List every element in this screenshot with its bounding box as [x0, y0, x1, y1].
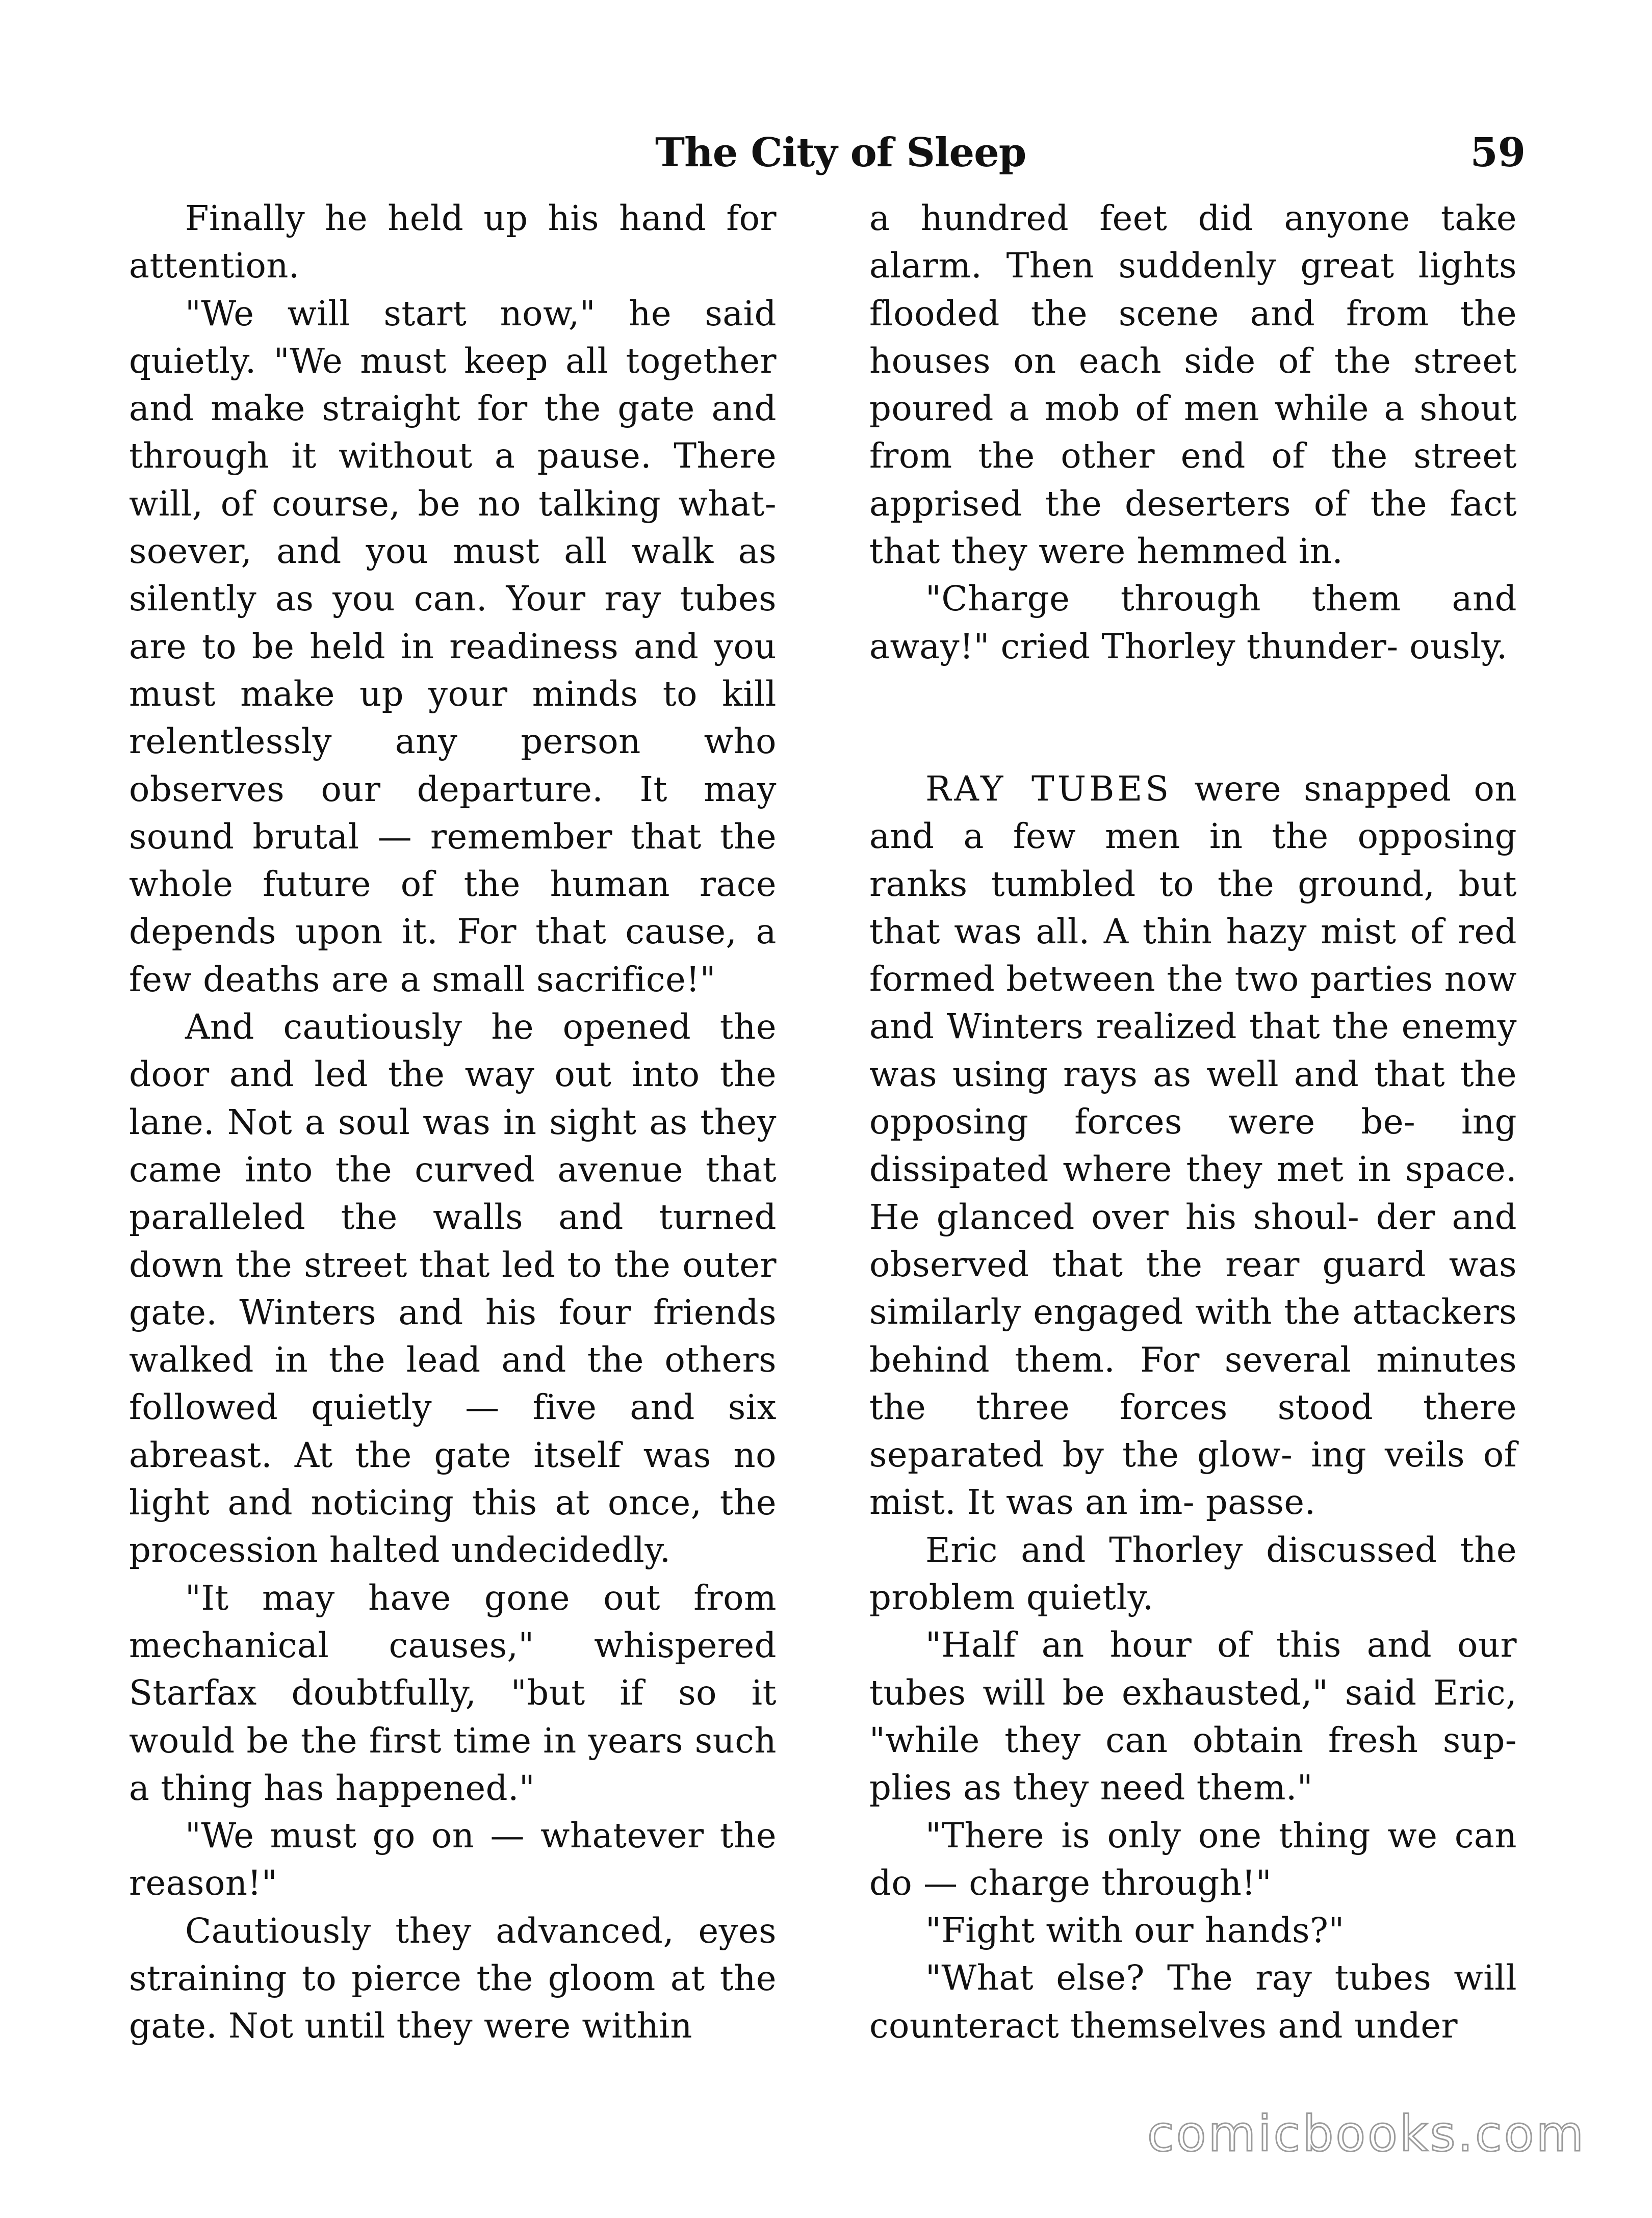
paragraph: And cautiously he opened the door and led the way out into the lane. Not a soul was in sight as they came into the curved avenue that paralleled the walls and turned down the street that led to the outer gate. Winters and his four friends walked in the lead and the others followed quietly — five and six abreast. At the gate itself was no light and noticing this at once, the procession halted undecidedly.	[129, 1007, 777, 1570]
paragraph: "Fight with our hands?"	[925, 1911, 1345, 1951]
paragraph: "It may have gone out from mechanical causes," whispered Starfax doubtfully, "but if so it would be the first time in years such a thing has happened."	[129, 1578, 777, 1808]
right-text-column	[869, 195, 1517, 2050]
running-head-title: The City of Sleep	[655, 130, 1026, 176]
page-number: 59	[1470, 130, 1526, 176]
paragraph: a hundred feet did anyone take alarm. Then suddenly great lights flooded the scene and from the houses on each side of the street poured a mob of men while a shout from the other end of the street apprised the deserters of the fact that they were hemmed in.	[869, 198, 1517, 572]
paragraph: Eric and Thorley discussed the problem quietly.	[869, 1530, 1517, 1618]
paragraph: "Half an hour of this and our tubes will be exhausted," said Eric, "while they can obtain fresh sup- plies as they need them."	[869, 1625, 1517, 1808]
paragraph: "Charge through them and away!" cried Thorley thunder- ously.	[869, 579, 1517, 666]
paragraph: Cautiously they advanced, eyes straining to pierce the gloom at the gate. Not until they were within	[129, 1911, 777, 2046]
paragraph: "We must go on — whatever the reason!"	[129, 1816, 777, 1903]
site-watermark: comicbooks.com	[1147, 2105, 1586, 2162]
paragraph: "What else? The ray tubes will counteract themselves and under	[869, 1958, 1517, 2046]
left-text-column	[129, 195, 777, 2050]
section-lead-caps: RAY TUBES	[925, 768, 1172, 809]
paragraph: "There is only one thing we can do — charge through!"	[869, 1815, 1517, 1903]
paragraph: Finally he held up his hand for attention.	[129, 198, 777, 286]
paragraph: "We will start now," he said quietly. "We must keep all together and make straight for the gate and through it without a pause. There will, of course, be no talking what- soever, and you must all walk as silently as you can. Your ray tubes are to be held in readiness and you must make up your minds to kill relentlessly any person who observes our departure. It may sound brutal — remember that the whole future of the human race depends upon it. For that cause, a few deaths are a small sacrifice!"	[129, 293, 777, 999]
section-break-paragraph	[869, 765, 1517, 1527]
section-paragraph-text: were snapped on and a few men in the opposing ranks tumbled to the ground, but that was all. A thin hazy mist of red formed between the two parties now and Winters realized that the enemy was using rays as well and that the opposing forces were be- ing dissipated where they met in space. He glanced over his shoul- der and observed that the rear guard was similarly engaged with the attackers behind them. For several minutes the three forces stood there separated by the glow- ing veils of mist. It was an im- passe.	[869, 768, 1517, 1523]
